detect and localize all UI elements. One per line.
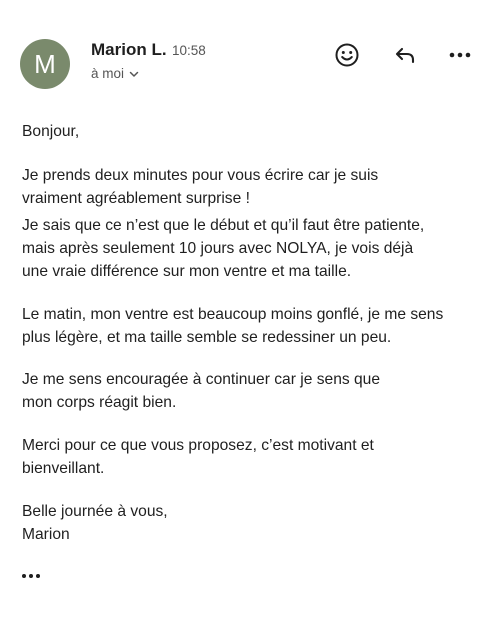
add-reaction-button[interactable]	[333, 43, 361, 71]
more-horizontal-icon	[447, 42, 473, 73]
message-header	[0, 0, 500, 110]
smiley-face-icon	[334, 42, 360, 73]
ellipsis-icon	[21, 567, 41, 585]
message-paragraph: Je sais que ce n’est que le début et qu’il faut être patiente, mais après seulement 10 jours avec NOLYA, je vois déjà une vraie différence sur mon ventre et ma taille.	[22, 217, 425, 280]
chevron-down-icon	[128, 68, 140, 80]
message-paragraph: Je me sens encouragée à continuer car je sens que mon corps réagit bien.	[22, 371, 381, 411]
message-paragraph: Le matin, mon ventre est beaucoup moins gonflé, je me sens plus légère, et ma taille semble se redessiner un peu.	[22, 306, 444, 346]
message-signature: Marion	[22, 526, 70, 543]
sender-avatar[interactable]: M	[20, 39, 70, 89]
message-body	[22, 120, 484, 546]
message-time: 10:58	[172, 43, 206, 58]
recipient-label: à moi	[91, 66, 125, 81]
recipient-details-toggle[interactable]	[91, 66, 140, 81]
reply-arrow-icon	[392, 42, 418, 73]
message-greeting: Bonjour,	[22, 123, 80, 140]
more-options-button[interactable]	[446, 43, 474, 71]
show-trimmed-content-button[interactable]	[20, 569, 42, 583]
reply-button[interactable]	[391, 43, 419, 71]
message-paragraph: Merci pour ce que vous proposez, c’est motivant et bienveillant.	[22, 437, 374, 477]
message-paragraph: Je prends deux minutes pour vous écrire car je suis vraiment agréablement surprise !	[22, 167, 379, 207]
sender-name: Marion L.	[91, 40, 167, 59]
message-closing: Belle journée à vous,	[22, 503, 168, 520]
